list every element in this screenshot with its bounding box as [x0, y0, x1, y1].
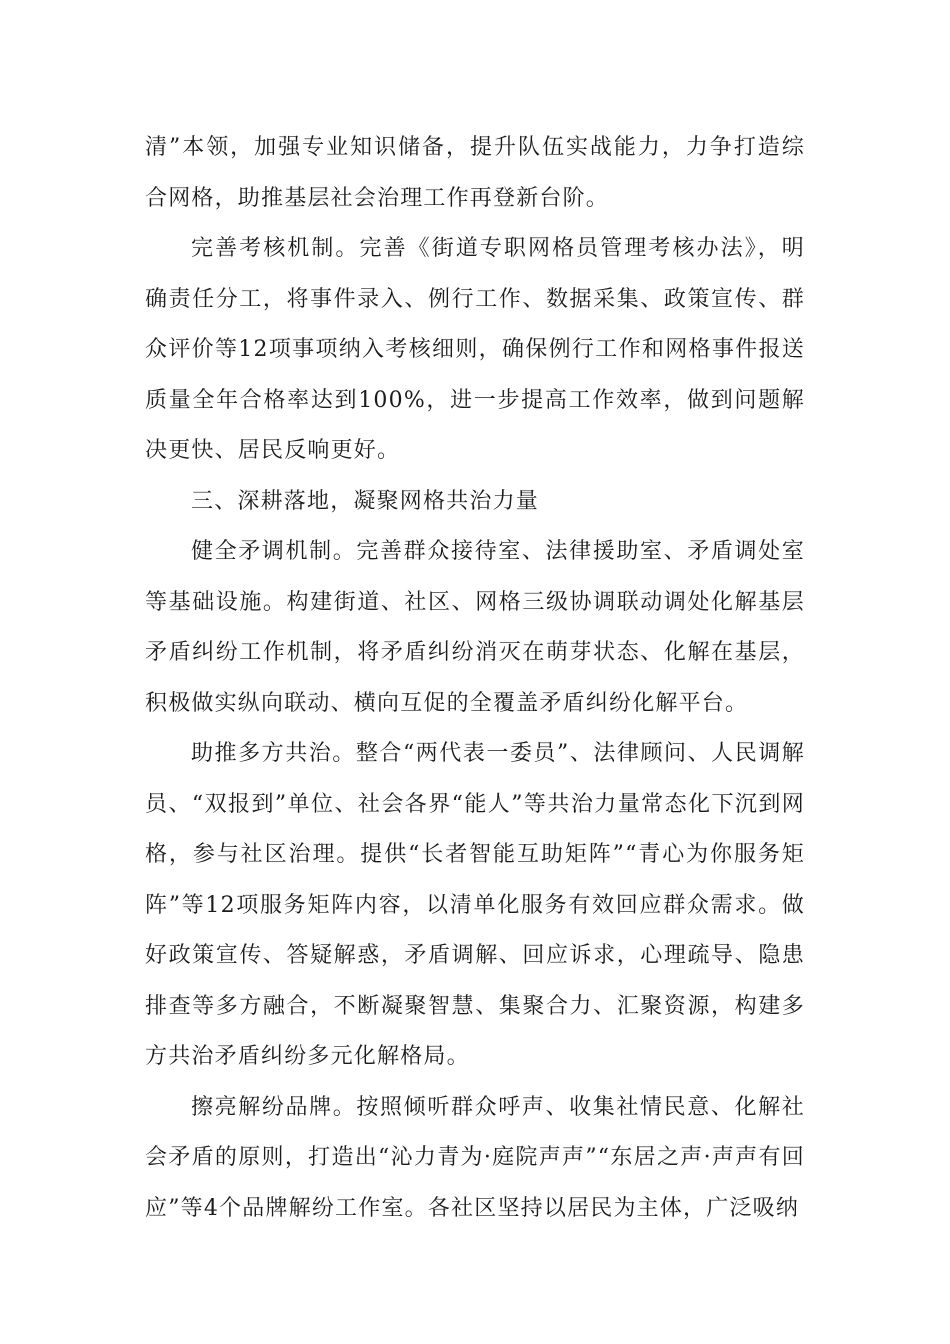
- paragraph-continuation: 清”本领，加强专业知识储备，提升队伍实战能力，力争打造综合网格，助推基层社会治理工作再登新台阶。: [145, 135, 805, 211]
- body-text: [145, 123, 805, 1234]
- paragraph-multi-party-governance: 助推多方共治。整合“两代表一委员”、法律顾问、人民调解员、“双报到”单位、社会各界“能人”等共治力量常态化下沉到网格，参与社区治理。提供“长者智能互助矩阵”“青心为你服务矩阵”等12项服务矩阵内容，以清单化服务有效回应群众需求。做好政策宣传、答疑解惑，矛盾调解、回应诉求，心理疏导、隐患排查等多方融合，不断凝聚智慧、集聚合力、汇聚资源，构建多方共治矛盾纠纷多元化解格局。: [145, 741, 805, 1069]
- paragraph-mediation-mechanism: 健全矛调机制。完善群众接待室、法律援助室、矛盾调处室等基础设施。构建街道、社区、网格三级协调联动调处化解基层矛盾纠纷工作机制，将矛盾纠纷消灭在萌芽状态、化解在基层，积极做实纵向联动、横向互促的全覆盖矛盾纠纷化解平台。: [145, 539, 805, 716]
- paragraph-assessment-mechanism: 完善考核机制。完善《街道专职网格员管理考核办法》，明确责任分工，将事件录入、例行工作、数据采集、政策宣传、群众评价等12项事项纳入考核细则，确保例行工作和网格事件报送质量全年合格率达到100%，进一步提高工作效率，做到问题解决更快、居民反响更好。: [145, 236, 805, 463]
- section-heading-3: 三、深耕落地，凝聚网格共治力量: [191, 488, 540, 514]
- paragraph-dispute-brand: 擦亮解纷品牌。按照倾听群众呼声、收集社情民意、化解社会矛盾的原则，打造出“沁力青为·庭院声声”“东居之声·声声有回应”等4个品牌解纷工作室。各社区坚持以居民为主体，广泛吸纳: [145, 1094, 805, 1221]
